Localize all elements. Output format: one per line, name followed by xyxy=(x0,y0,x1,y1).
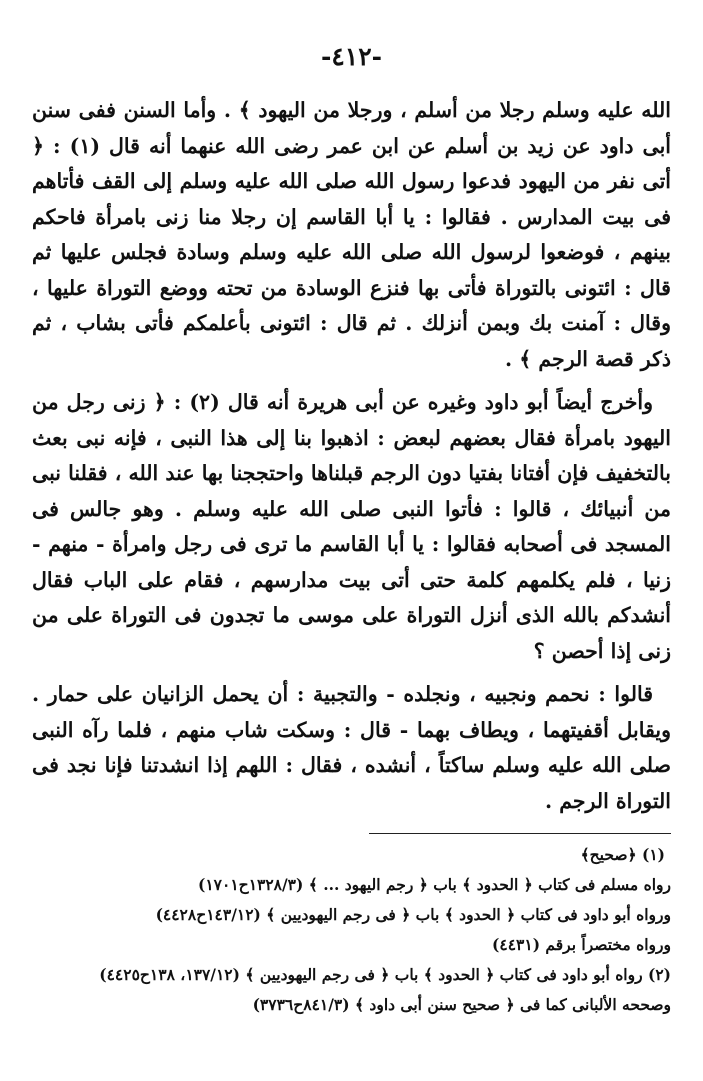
footnote-line: (٢) رواه أبو داود فى كتاب ﴿ الحدود ﴾ باب ﴿ فى رجم اليهوديين ﴾ (١٣٧/١٢، ١٣٨ح٤٤٢٥) xyxy=(99,965,671,984)
footnotes xyxy=(32,840,671,1020)
footnote-divider xyxy=(369,833,671,834)
footnote-line: وصححه الألبانى كما فى ﴿ صحيح سنن أبى داود ﴾ (٨٤١/٣ح٣٧٣٦) xyxy=(252,995,671,1014)
document-page xyxy=(32,0,671,1081)
page-number: -٤١٢- xyxy=(320,42,383,71)
main-text xyxy=(32,93,671,819)
paragraph: الله عليه وسلم رجلا من أسلم ، ورجلا من اليهود ﴾ . وأما السنن ففى سنن أبى داود عن زيد بن أسلم عن ابن عمر رضى الله عنهما أنه قال (١) : ﴿ أتى نفر من اليهود فدعوا رسول الله صلى الله عليه وسلم إلى القف فأتاهم فى بيت المدارس . فقالوا : يا أبا القاسم إن رجلا منا زنى بامرأة فاحكم بينهم ، فوضعوا لرسول الله صلى الله عليه وسلم وسادة فجلس عليها ثم قال : ائتونى بالتوراة فأتى بها فنزع الوسادة من تحته ووضع التوراة عليها ، وقال : آمنت بك وبمن أنزلك . ثم قال : ائتونى بأعلمكم فأتى بشاب ، ثم ذكر قصة الرجم ﴾ . xyxy=(32,98,671,371)
paragraph: قالوا : نحمم ونجبيه ، ونجلده - والتجبية : أن يحمل الزانيان على حمار . ويقابل أقفيتهما ، ويطاف بهما - قال : وسكت شاب منهم ، فلما رآه النبى صلى الله عليه وسلم ساكتاً ، أنشده ، فقال : اللهم إذا انشدتنا فإنا نجد فى التوراة الرجم . xyxy=(32,682,671,813)
paragraph: وأخرج أيضاً أبو داود وغيره عن أبى هريرة أنه قال (٢) : ﴿ زنى رجل من اليهود بامرأة فقال بعضهم لبعض : اذهبوا بنا إلى هذا النبى ، فإنه نبى بعث بالتخفيف فإن أفتانا بفتيا دون الرجم قبلناها واحتججنا بها عند الله ، فقلنا نبى من أنبيائك ، قالوا : فأتوا النبى صلى الله عليه وسلم . وهو جالس فى المسجد فى أصحابه فقالوا : يا أبا القاسم ما ترى فى رجل وامرأة - منهم - زنيا ، فلم يكلمهم كلمة حتى أتى بيت مدارسهم ، فقام على الباب فقال أنشدكم بالله الذى أنزل التوراة على موسى ما تجدون فى التوراة على من زنى إذا أحصن ؟ xyxy=(32,390,671,663)
footnote-line: (١) ﴿صحيح﴾ xyxy=(580,845,665,864)
footnote-line: ورواه أبو داود فى كتاب ﴿ الحدود ﴾ باب ﴿ فى رجم اليهوديين ﴾ (١٤٣/١٢ح٤٤٢٨) xyxy=(155,905,671,924)
footnote-line: رواه مسلم فى كتاب ﴿ الحدود ﴾ باب ﴿ رجم اليهود ... ﴾ (١٣٢٨/٣ح١٧٠١) xyxy=(198,875,671,894)
footnote-line: ورواه مختصراً برقم (٤٤٣١) xyxy=(492,935,671,954)
